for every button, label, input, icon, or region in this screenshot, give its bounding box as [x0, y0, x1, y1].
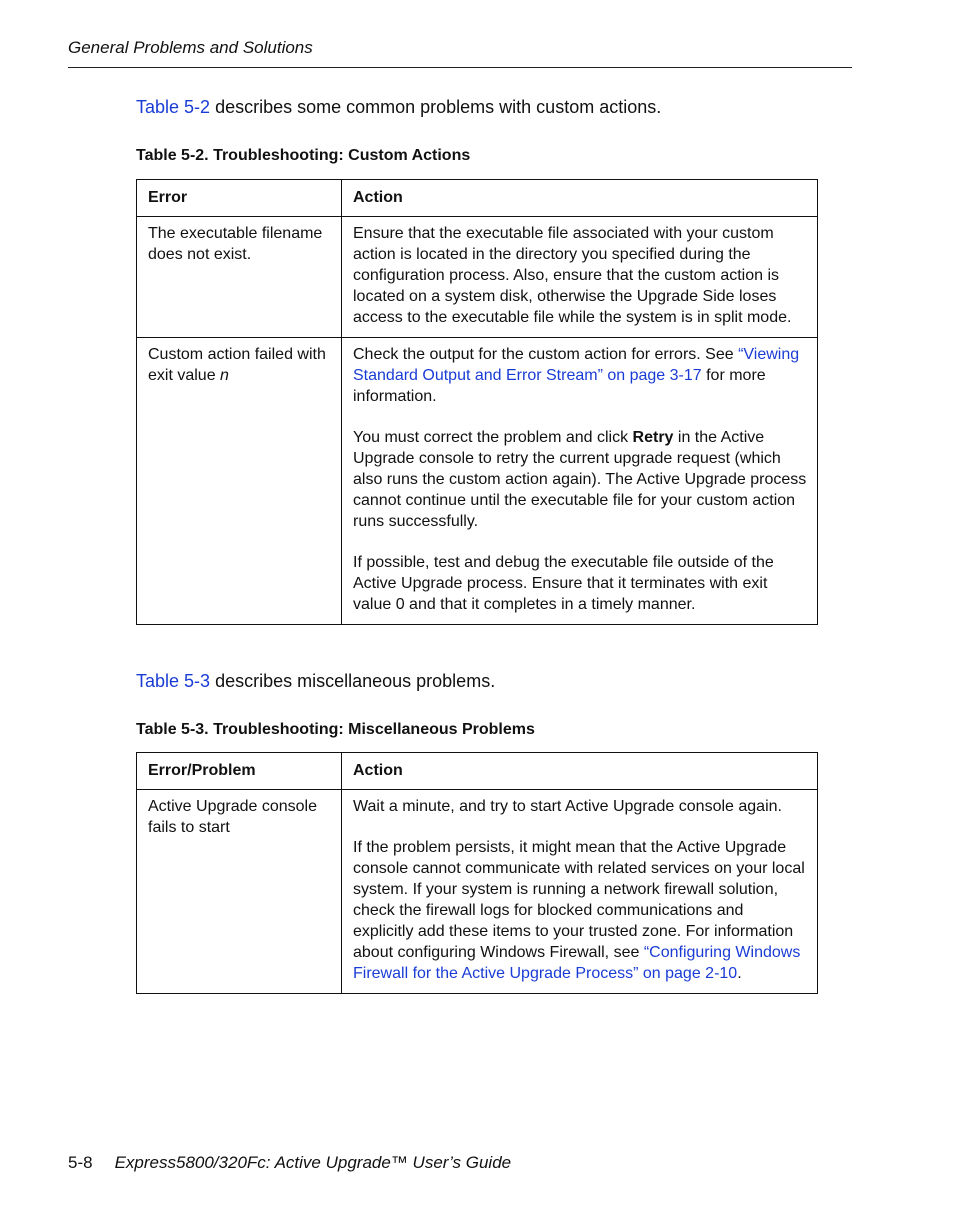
- action-text: If the problem persists, it might mean that the Active Upgrade console cannot communicate with related services on your local system. If your system is running a network firewall solution, check the firewall logs for blocked communications and explicitly add these items to your trusted zone. For information about configuring Windows Firewall, see: [353, 839, 805, 961]
- viewing-standard-output-link[interactable]: “Viewing Standard Output and Error Stream” on page 3-17: [353, 346, 800, 384]
- column-header-action: Action: [342, 753, 818, 790]
- action-paragraph: [353, 344, 807, 407]
- table-header-row: [137, 180, 818, 217]
- table-row: [137, 790, 818, 994]
- exit-value-variable: n: [220, 367, 229, 384]
- table-5-3-link[interactable]: Table 5-3: [136, 671, 211, 691]
- intro-paragraph-table-5-2: [136, 96, 661, 118]
- running-header: General Problems and Solutions: [68, 38, 313, 57]
- table-row: [137, 217, 818, 338]
- action-paragraph: [353, 427, 807, 532]
- book-title: Express5800/320Fc: Active Upgrade™ User’s Guide: [114, 1153, 512, 1172]
- action-paragraph: If possible, test and debug the executable file outside of the Active Upgrade process. Ensure that it terminates with exit value 0 and that it completes in a timely manner.: [353, 554, 774, 613]
- header-rule: [68, 67, 852, 68]
- error-cell: The executable filename does not exist.: [137, 217, 342, 338]
- intro-text: describes miscellaneous problems.: [210, 671, 496, 691]
- action-paragraph: Wait a minute, and try to start Active Upgrade console again.: [353, 798, 782, 815]
- action-paragraph: [353, 837, 807, 984]
- action-cell: [342, 790, 818, 994]
- action-text: .: [737, 965, 742, 982]
- custom-actions-table: [136, 179, 818, 625]
- column-header-error: Error: [137, 180, 342, 217]
- table-5-2-link[interactable]: Table 5-2: [136, 97, 211, 117]
- action-text: in the Active Upgrade console to retry the current upgrade request (which also runs the custom action again). The Active Upgrade process cannot continue until the executable file for your custom action runs successfully.: [353, 429, 807, 530]
- action-text: for more information.: [353, 367, 766, 405]
- intro-paragraph-table-5-3: [136, 670, 495, 692]
- table-row: [137, 338, 818, 625]
- page-number: 5-8: [68, 1153, 93, 1172]
- page-footer: [68, 1153, 511, 1173]
- action-cell: [342, 338, 818, 625]
- retry-term: Retry: [632, 429, 674, 446]
- column-header-action: Action: [342, 180, 818, 217]
- action-cell: Ensure that the executable file associated with your custom action is located in the directory you specified during the configuration process. Also, ensure that the custom action is located on a system disk, otherwise the Upgrade Side loses access to the executable file while the system is in split mode.: [342, 217, 818, 338]
- action-text: Check the output for the custom action for errors. See: [353, 346, 739, 363]
- configuring-windows-firewall-link[interactable]: “Configuring Windows Firewall for the Active Upgrade Process” on page 2-10: [353, 944, 801, 982]
- error-text: Custom action failed with exit value: [148, 346, 326, 384]
- error-cell: Active Upgrade console fails to start: [137, 790, 342, 994]
- table-5-3-caption: Table 5-3. Troubleshooting: Miscellaneous Problems: [136, 721, 535, 738]
- column-header-error-problem: Error/Problem: [137, 753, 342, 790]
- error-cell: [137, 338, 342, 625]
- action-text: You must correct the problem and click: [353, 429, 633, 446]
- table-5-2-caption: Table 5-2. Troubleshooting: Custom Actions: [136, 147, 471, 164]
- table-header-row: [137, 753, 818, 790]
- miscellaneous-problems-table: [136, 752, 818, 994]
- intro-text: describes some common problems with custom actions.: [210, 97, 662, 117]
